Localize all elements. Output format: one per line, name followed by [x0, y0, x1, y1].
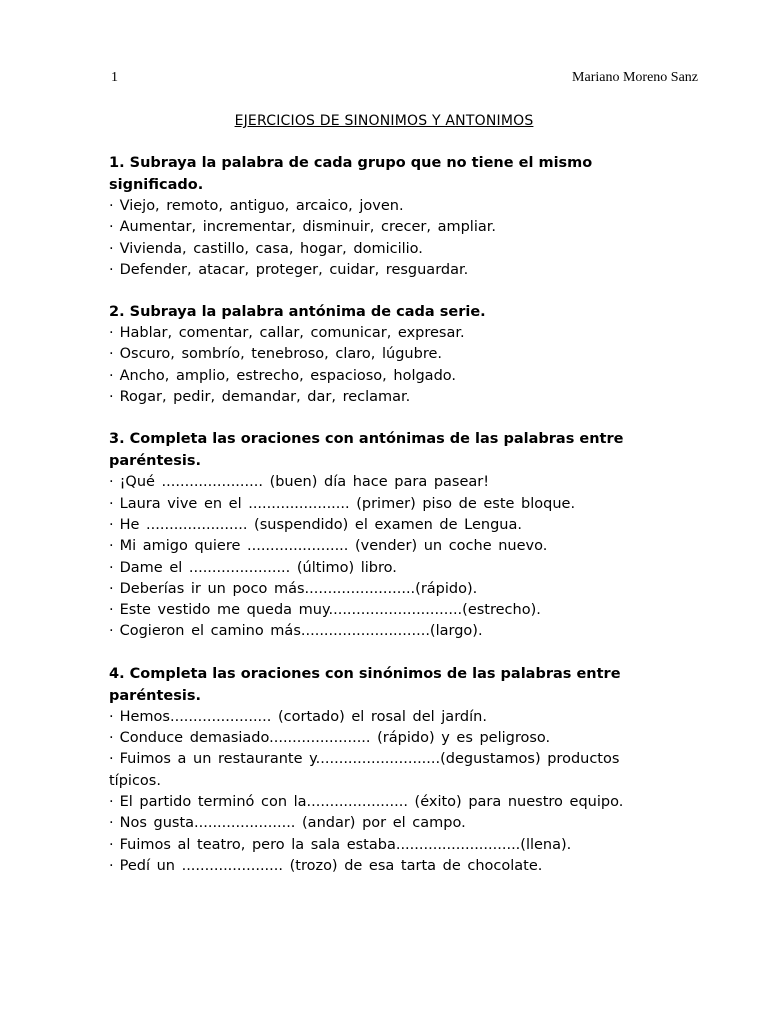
- exercise-item: · Cogieron el camino más............................(largo).: [109, 621, 629, 642]
- exercise-heading: 1. Subraya la palabra de cada grupo que no tiene el mismo significado.: [109, 155, 593, 193]
- document-title: EJERCICIOS DE SINONIMOS Y ANTONIMOS: [234, 113, 534, 129]
- exercise-3: [109, 428, 629, 642]
- exercise-item: · Fuimos al teatro, pero la sala estaba...........................(llena).: [109, 835, 629, 856]
- exercise-heading: 2. Subraya la palabra antónima de cada serie.: [109, 304, 486, 321]
- exercise-heading: 4. Completa las oraciones con sinónimos de las palabras entre paréntesis.: [109, 665, 621, 704]
- exercise-item: · Aumentar, incrementar, disminuir, crecer, ampliar.: [109, 217, 629, 238]
- exercise-item: · Laura vive en el ...................... (primer) piso de este bloque.: [109, 494, 629, 515]
- exercise-item: · Vivienda, castillo, casa, hogar, domicilio.: [109, 239, 629, 260]
- exercise-1: [109, 152, 629, 281]
- exercise-item: · Nos gusta...................... (andar) por el campo.: [109, 813, 629, 834]
- exercise-2: [109, 301, 629, 408]
- exercise-item: · He ...................... (suspendido) el examen de Lengua.: [109, 515, 629, 536]
- exercise-item: · ¡Qué ...................... (buen) día hace para pasear!: [109, 472, 629, 493]
- exercise-item: · Conduce demasiado...................... (rápido) y es peligroso.: [109, 728, 629, 749]
- exercise-item: · Este vestido me queda muy.............................(estrecho).: [109, 600, 629, 621]
- exercise-content: [109, 152, 629, 897]
- page-number: 1: [111, 70, 118, 85]
- exercise-item: · El partido terminó con la...................... (éxito) para nuestro equipo.: [109, 792, 629, 813]
- author-name: Mariano Moreno Sanz: [572, 70, 698, 85]
- exercise-item: · Rogar, pedir, demandar, dar, reclamar.: [109, 387, 629, 408]
- exercise-item: · Fuimos a un restaurante y...........................(degustamos) productos típicos.: [109, 749, 629, 792]
- exercise-item: · Hemos...................... (cortado) el rosal del jardín.: [109, 707, 629, 728]
- exercise-item: · Pedí un ...................... (trozo) de esa tarta de chocolate.: [109, 856, 629, 877]
- exercise-heading: 3. Completa las oraciones con antónimas de las palabras entre paréntesis.: [109, 431, 624, 470]
- exercise-item: · Hablar, comentar, callar, comunicar, expresar.: [109, 323, 629, 344]
- exercise-item: · Dame el ...................... (último) libro.: [109, 558, 629, 579]
- exercise-item: · Ancho, amplio, estrecho, espacioso, holgado.: [109, 366, 629, 387]
- exercise-item: · Viejo, remoto, antiguo, arcaico, joven.: [109, 196, 629, 217]
- exercise-4: [109, 663, 629, 877]
- exercise-item: · Mi amigo quiere ...................... (vender) un coche nuevo.: [109, 536, 629, 557]
- exercise-item: · Deberías ir un poco más........................(rápido).: [109, 579, 629, 600]
- exercise-item: · Defender, atacar, proteger, cuidar, resguardar.: [109, 260, 629, 281]
- exercise-item: · Oscuro, sombrío, tenebroso, claro, lúgubre.: [109, 344, 629, 365]
